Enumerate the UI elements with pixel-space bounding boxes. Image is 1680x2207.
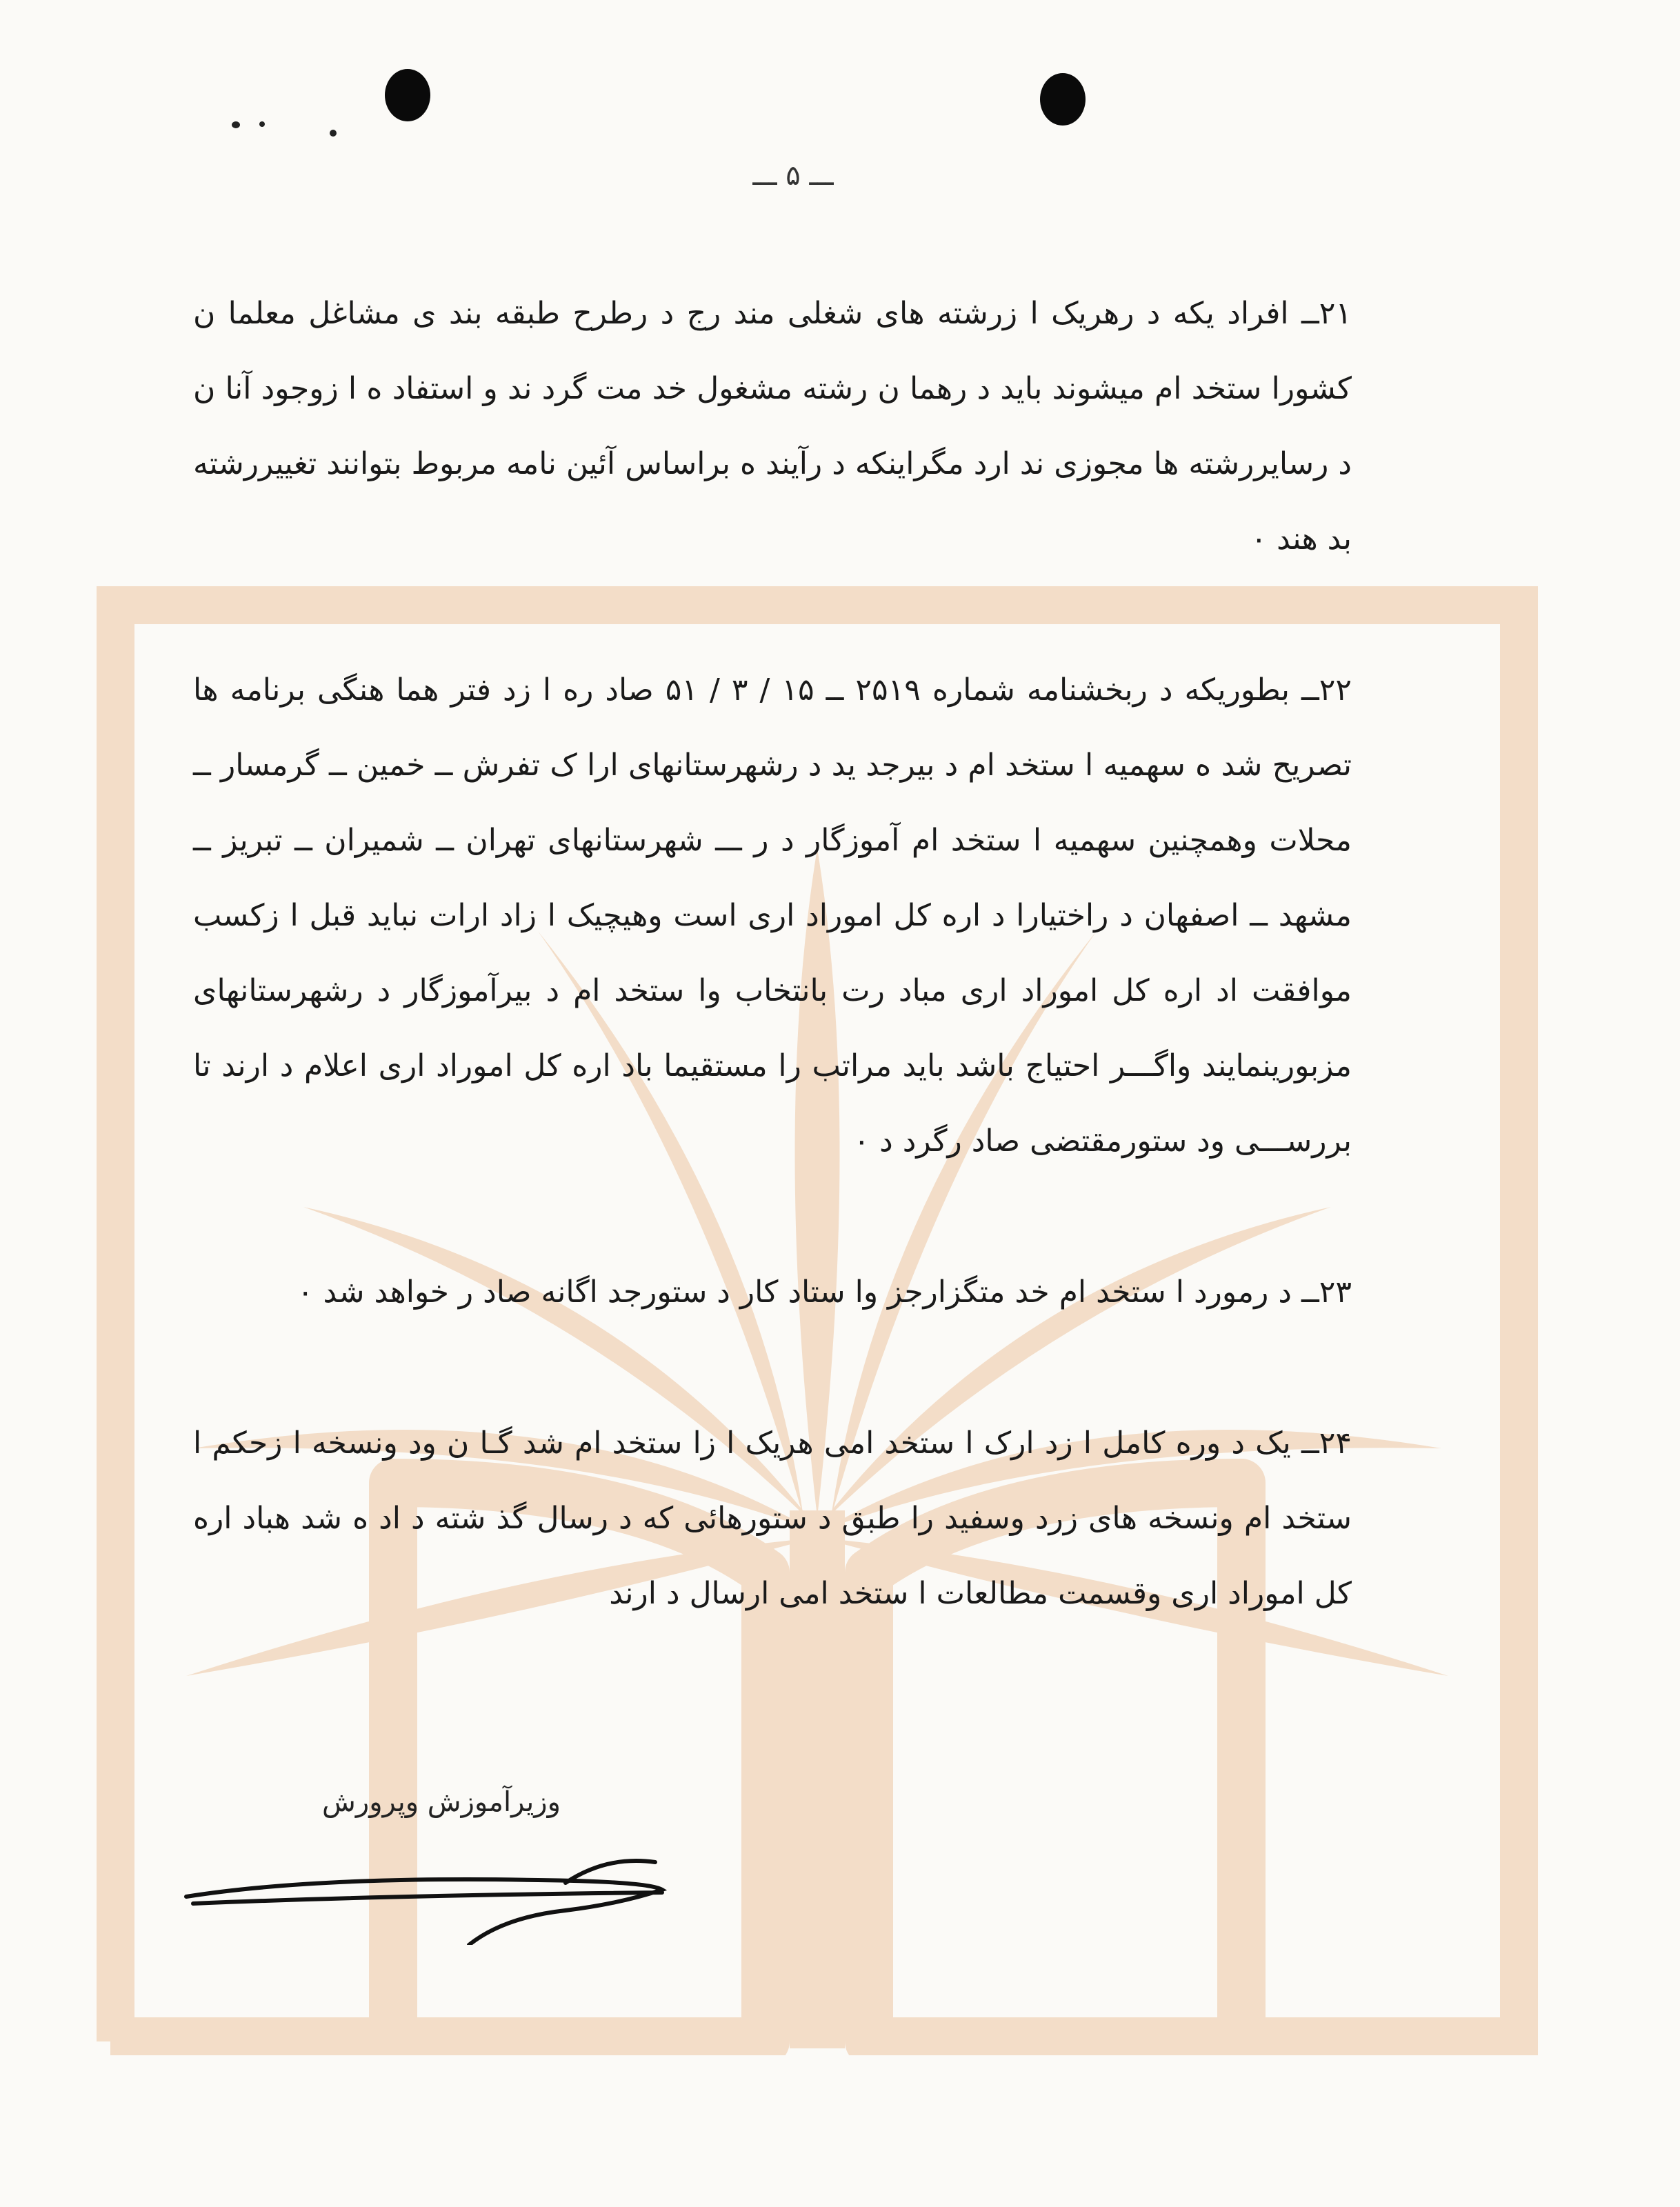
clause-number: ۲۲ــ (1301, 672, 1352, 708)
clause-text: د رمورد ا ستخد ام خد متگزارجز وا ستاد کار د ستورجد اگانه صاد ر خواهد شد ۰ (297, 1275, 1292, 1310)
clause-23 (193, 1255, 1352, 1330)
clause-21 (193, 276, 1352, 577)
ink-speck (330, 130, 337, 137)
clause-text: یک د وره کامل ا زد ارک ا ستخد امی هریک ا زا ستخد ام شد گـا ن ود ونسخه ا زحکم ا ستخد ام ونسخه های زرد وسفید را طبق د ستورهائی که د رسال گذ شته د اد ه شد هباد اره کل اموراد اری وقسمت مطالعات ا ستخد امی ارسال د ارند (193, 1426, 1352, 1611)
letter-body (193, 276, 1352, 1707)
clause-number: ۲۱ــ (1301, 296, 1352, 331)
clause-text: افراد یکه د رهریک ا زرشته های شغلی مند رج د رطرح طبقه بند ی مشاغل معلما ن کشورا ستخد ام میشوند باید د رهما ن رشته مشغول خد مت گرد ند و استفاد ه ا زوجود آنا ن د رسایررشته ها مجوزی ند ارد مگراینکه د رآیند ه براساس آئین نامه مربوط بتوانند تغییررشته بد هند ۰ (193, 296, 1352, 557)
clause-number: ۲۳ــ (1301, 1275, 1352, 1310)
ink-speck (259, 121, 265, 127)
clause-22 (193, 652, 1352, 1179)
punch-hole-left (385, 69, 430, 121)
signer-title: وزیرآموزش وپرورش (322, 1786, 561, 1818)
clause-number: ۲۴ــ (1301, 1426, 1352, 1461)
clause-text: بطوریکه د ربخشنامه شماره ۲۵۱۹ ــ ۱۵ / ۳ / ۵۱ صاد ره ا زد فتر هما هنگی برنامه ها تصریح شد ه سهمیه ا ستخد ام د بیرجد ید د رشهرستانهای ارا ک تفرش ــ خمین ــ گرمسار ــ محلات وهمچنین سهمیه ا ستخد ام آموزگار د ر ـــ شهرستانهای تهران ــ شمیران ــ تبریز ــ مشهد ــ اصفهان د راختیارا د اره کل اموراد اری است وهیچیک ا زاد ارات نباید قبل ا زکسب موافقت اد اره کل اموراد اری مباد رت بانتخاب وا ستخد ام د بیرآموزگار د رشهرستانهای مزبورینمایند واگـــر احتیاج باشد باید مراتب را مستقیما باد اره کل اموراد اری اعلام د ارند تا بررســـی ود ستورمقتضی صاد رگرد د ۰ (193, 672, 1352, 1159)
ink-speck (232, 121, 240, 128)
clause-24 (193, 1406, 1352, 1631)
punch-hole-right (1040, 73, 1086, 126)
signature-block (179, 1759, 703, 1938)
page-number: ـــ ۵ ـــ (752, 160, 834, 192)
handwritten-signature (179, 1835, 703, 1945)
